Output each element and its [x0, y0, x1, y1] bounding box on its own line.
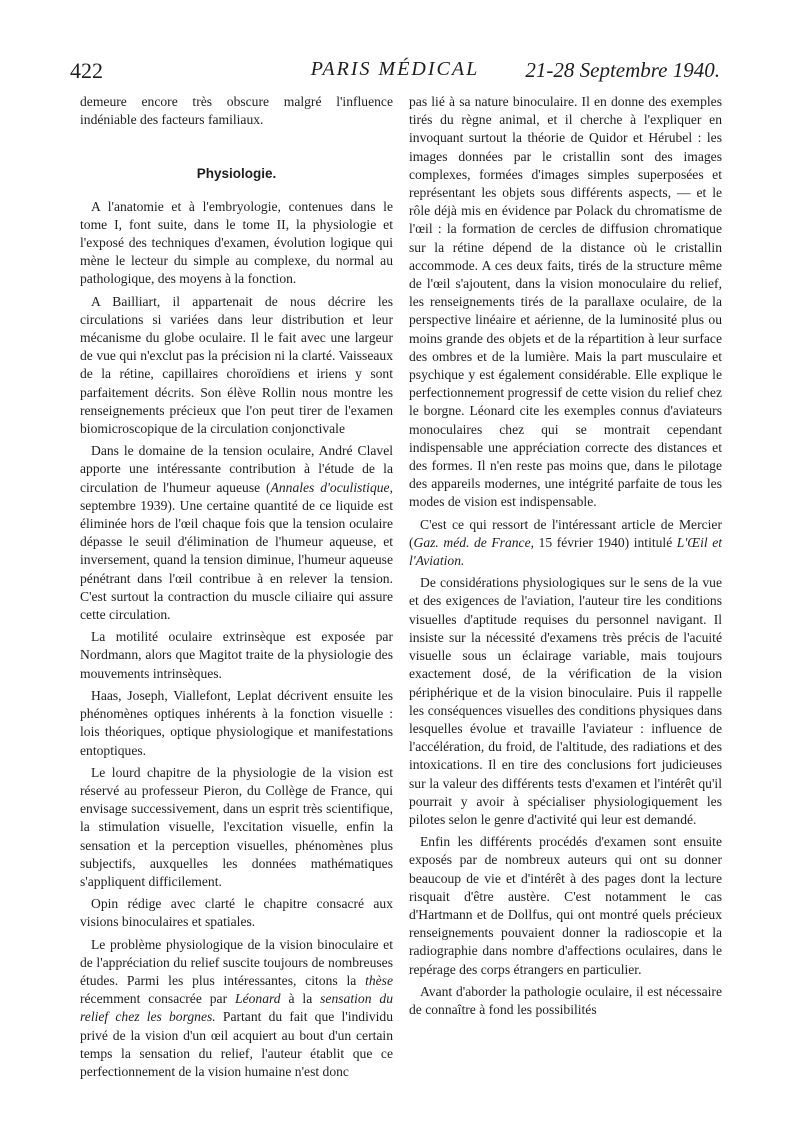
section-heading: Physiologie. [196, 166, 277, 182]
paragraph: Le lourd chapitre de la physiologie de la vision est réservé au professeur Pieron, du Collège de France, qui envisage successivement, dans un esprit très scientifique, la stimulation visuelle, l'excitation visuelle, enfin la sensation et la perception visuelles, phénomènes plus subjectifs, auxquelles les données mathématiques s'appliquent difficilement. [80, 764, 393, 889]
page-header [70, 58, 720, 90]
page-number: 422 [70, 58, 103, 83]
italic-run: thèse [365, 972, 393, 988]
intro-paragraph: demeure encore très obscure malgré l'influence indéniable des facteurs familiaux. [80, 94, 393, 128]
paragraph [80, 442, 393, 624]
paragraph: Enfin les différents procédés d'examen sont ensuite exposés par de nombreux auteurs qui ont su donner beaucoup de vie et d'intérêt à des pages dont la lecture risquait d'être austère. C'est notamment le cas d'Hartmann et de Dollfus, qui ont montré quels précieux renseignements pouvaient donner la radioscopie et la radiographie dans nombre d'affections oculaires, dans le repérage des corps étrangers en particulier. [409, 834, 722, 977]
text-run: Partant du fait que l'individu privé de la vision d'un œil acquiert au bout d'un certain temps la sensation du relief, l'auteur établit que ce perfectionnement de la vision humaine n'est donc [80, 1009, 394, 1079]
thesis-title: sensation du relief chez les borgnes. [80, 991, 393, 1025]
paragraph: Opin rédige avec clarté le chapitre consacré aux visions binoculaires et spatiales. [80, 896, 393, 930]
text-run: récemment consacrée par [80, 991, 236, 1007]
paragraph: Avant d'aborder la pathologie oculaire, il est nécessaire de connaître à fond les possibilités [409, 983, 722, 1017]
paragraph: pas lié à sa nature binoculaire. Il en donne des exemples tirés du règne animal, et il cherche à l'expliquer en invoquant surtout la théorie de Quidor et Hérubel : les images données par le cristallin sont des images complexes, formées d'images simples superposées et représentant les objets sous différents aspects, — et le rôle déjà mis en évidence par Polack du chromatisme de l'œil : la formation de cercles de diffusion chromatique sur la rétine dépend de la distance où le cristallin accommode. A ces deux faits, tirés de la structure même de l'œil s'ajoutent, dans la vision monoculaire du relief, les renseignements tirés de la parallaxe oculaire, de la perspective linéaire et aérienne, de la luminosité plus ou moins grande des objets et de la répartition à leur surface des ombres et de la lumière. Mais la part musculaire et psychique y est également considérable. Elle explique le perfectionnement progressif de cette vision du relief chez le borgne. Léonard cite les exemples connus d'aviateurs monoculaires chez qui se montrait cependant indispensable une appréciation correcte des distances et des formes. Il n'en reste pas moins que, dans le pilotage des appareils modernes, une intégrité parfaite de tous les modes de vision est indispensable. [409, 94, 722, 510]
paragraph: La motilité oculaire extrinsèque est exposée par Nordmann, alors que Magitot traite de la physiologie des mouvements intrinsèques. [80, 629, 393, 681]
paragraph: De considérations physiologiques sur le sens de la vue et des exigences de l'aviation, l'auteur tire les conditions visuelles d'aptitude requises du personnel navigant. Il insiste sur la nécessité d'examens très précis de l'acuité visuelle sous un éclairage variable, mais toujours exactement dosé, de la vérification de la vision périphérique et de la vision binoculaire. Puis il rappelle les conséquences visuelles des conditions physiques dans lesquelles évolue et travaille l'aviateur : influence de l'accélération, du froid, de l'altitude, des radiations et des intoxications. Il en tire des conclusions fort judicieuses sur la valeur des différents tests d'examen et l'intérêt qu'il pourrait y avoir à spécialiser physiologiquement les pilotes selon le genre d'activité qui leur est demandé. [409, 575, 722, 827]
text-run: , septembre 1939). Une certaine quantité de ce liquide est éliminée hors de l'œil chaque fois que la tension oculaire dépasse le seuil d'élimination de l'humeur aqueuse, et inversement, quand la tension diminue, l'humeur aqueuse pénétrant dans l'œil contribue à en relever la tension. C'est surtout la contraction du muscle ciliaire qui assure cette circulation. [80, 479, 393, 623]
text-run: Le problème physiologique de la vision binoculaire et de l'appréciation du relief suscite toujours de nombreuses études. Parmi les plus intéressantes, citons la [80, 936, 393, 988]
text-run: à la [280, 991, 321, 1007]
article-title: L'Œil et l'Aviation. [409, 534, 723, 569]
right-column [409, 93, 722, 1023]
journal-citation: Gaz. méd. de France, [413, 534, 535, 550]
left-column [80, 93, 393, 1085]
text-run: 15 février 1940) intitulé [534, 534, 677, 550]
paragraph [409, 516, 722, 571]
paragraph [80, 936, 393, 1082]
issue-date: 21-28 Septembre 1940. [525, 58, 720, 82]
author-name: Léonard [235, 991, 281, 1007]
journal-citation: Annales d'oculistique [270, 479, 390, 495]
text-run: Dans le domaine de la tension oculaire, André Clavel apporte une intéressante contribution à l'étude de la circulation de l'humeur aqueuse ( [80, 443, 393, 495]
paragraph: A l'anatomie et à l'embryologie, contenues dans le tome I, font suite, dans le tome II, la physiologie et l'exposé des techniques d'examen, évolution logique qui mène le lecteur du simple au complexe, du normal au pathologique, des moyens à la fonction. [80, 198, 393, 287]
journal-title: PARIS MÉDICAL [310, 58, 480, 80]
paragraph: A Bailliart, il appartenait de nous décrire les circulations si variées dans leur distribution et leur mécanisme du globe oculaire. Il le fait avec une largeur de vue qui n'exclut pas la précision ni la clarté. Vaisseaux de la rétine, capillaires choroïdiens et iriens y sont parfaitement décrits. Son élève Rollin nous montre les renseignements précieux que l'on peut tirer de l'examen biomicroscopique de la circulation conjonctivale [80, 293, 393, 437]
text-run: C'est ce qui ressort de l'intéressant article de Mercier ( [409, 516, 722, 550]
paragraph: Haas, Joseph, Viallefont, Leplat décrivent ensuite les phénomènes optiques inhérents à la fonction visuelle : lois théoriques, optique physiologique et manifestations entoptiques. [80, 687, 393, 758]
